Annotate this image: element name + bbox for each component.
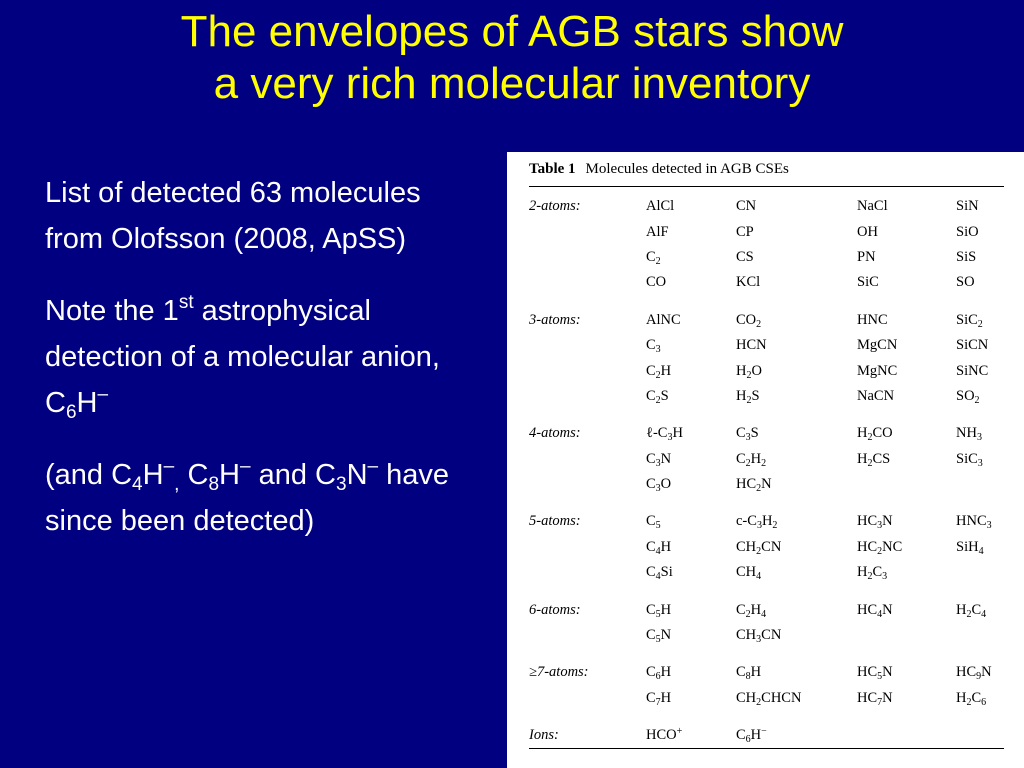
subscript: 3 xyxy=(986,520,992,532)
molecule-cell: $H_2C_3$ xyxy=(857,564,888,583)
molecule-cell: SiS xyxy=(956,248,977,265)
subscript: 3 xyxy=(655,483,661,495)
superscript: – xyxy=(97,384,109,405)
molecule-table xyxy=(507,152,1024,768)
subscript: 6 xyxy=(745,734,751,746)
molecule-cell: SiO xyxy=(956,223,979,240)
superscript: – xyxy=(367,456,379,477)
subscript: 4 xyxy=(655,545,661,557)
molecule-cell: MgNC xyxy=(857,362,898,379)
molecule-cell: CN xyxy=(736,198,757,215)
molecule-cell: SiC$_2$ xyxy=(956,311,983,330)
note-anion xyxy=(45,288,485,426)
text-span: N xyxy=(346,459,368,491)
table-row xyxy=(529,723,1004,748)
text-span: have since been detected) xyxy=(45,459,450,537)
table-row xyxy=(529,245,1004,270)
table-group xyxy=(529,597,1004,648)
subscript: 2 xyxy=(756,483,762,495)
molecule-cell: $c-C_3H_2$ xyxy=(736,513,778,532)
molecule-cell: CS xyxy=(736,248,754,265)
table-label: Table 1 xyxy=(529,161,576,177)
table-row xyxy=(529,535,1004,560)
subscript: 3 xyxy=(877,520,883,532)
group-label: 6-atoms: xyxy=(529,601,581,618)
molecule-cell: CP xyxy=(736,223,754,240)
subscript: 6 xyxy=(65,402,77,423)
subscript: 2 xyxy=(745,457,751,469)
subscript: 2 xyxy=(867,432,873,444)
molecule-cell: AlNC xyxy=(646,311,681,328)
molecule-cell: $HC_7N$ xyxy=(857,689,893,708)
molecule-cell: $HC_2NC$ xyxy=(857,538,903,557)
subscript: 2 xyxy=(655,369,661,381)
molecule-cell: $H_2CS$ xyxy=(857,450,891,469)
molecule-cell: $CH_2CHCN$ xyxy=(736,689,802,708)
subscript: , xyxy=(174,474,180,495)
subscript: 2 xyxy=(877,545,883,557)
molecule-cell: NaCN xyxy=(857,387,895,404)
text-span: astrophysical detection of a molecular anion, C xyxy=(45,295,440,419)
molecule-cell: $CH_3CN$ xyxy=(736,627,782,646)
molecule-cell: AlF xyxy=(646,223,669,240)
molecule-cell: $C_2H_4$ xyxy=(736,601,767,620)
subscript: 3 xyxy=(655,457,661,469)
subscript: 2 xyxy=(756,318,762,330)
text-span: H xyxy=(76,387,98,419)
table-row xyxy=(529,597,1004,622)
molecule-cell: $\ell-C_3H$ xyxy=(646,425,683,444)
molecule-cell: SiNC xyxy=(956,362,989,379)
table-row xyxy=(529,219,1004,244)
molecule-cell: $H_2O$ xyxy=(736,362,762,381)
subscript: 8 xyxy=(745,671,751,683)
notes-text xyxy=(45,170,485,570)
table-row xyxy=(529,384,1004,409)
group-label: 3-atoms: xyxy=(529,311,581,328)
subscript: 2 xyxy=(974,394,980,406)
group-label: 5-atoms: xyxy=(529,513,581,530)
molecule-cell: $HC_4N$ xyxy=(857,601,893,620)
molecule-cell: AlCl xyxy=(646,198,675,215)
subscript: 5 xyxy=(655,520,661,532)
subscript: 3 xyxy=(756,520,762,532)
molecule-cell: $C_2H$ xyxy=(646,362,672,381)
subscript: 3 xyxy=(667,432,673,444)
molecule-cell: HNC xyxy=(857,311,888,328)
molecule-cell: $H_2C_4$ xyxy=(956,601,987,620)
molecule-cell: SiN xyxy=(956,198,979,215)
text-span: (and C xyxy=(45,459,133,491)
molecule-cell: SiC$_3$ xyxy=(956,450,983,469)
subscript: 3 xyxy=(756,634,762,646)
table-group xyxy=(529,194,1004,296)
molecule-cell: $C_3S$ xyxy=(736,425,759,444)
molecule-cell: $C_4Si$ xyxy=(646,564,673,583)
subscript: 4 xyxy=(756,571,762,583)
subscript: 9 xyxy=(976,671,982,683)
subscript: 3 xyxy=(745,432,751,444)
molecule-cell: $C_5H$ xyxy=(646,601,672,620)
subscript: 4 xyxy=(978,545,984,557)
molecule-cell: $CO_2$ xyxy=(736,311,762,330)
molecule-cell: $HC_3N$ xyxy=(857,513,893,532)
subscript: 7 xyxy=(655,696,661,708)
subscript: 7 xyxy=(877,696,883,708)
subscript: 2 xyxy=(772,520,778,532)
molecule-cell: $C_3$ xyxy=(646,337,661,356)
table-row xyxy=(529,660,1004,685)
table-bottom-rule xyxy=(529,748,1004,749)
superscript: – xyxy=(239,456,251,477)
molecule-cell: $H_2S$ xyxy=(736,387,760,406)
subscript: 8 xyxy=(208,474,220,495)
note-source: List of detected 63 molecules from Olofsson (2008, ApSS) xyxy=(45,177,421,255)
subscript: 5 xyxy=(877,671,883,683)
subscript: 3 xyxy=(336,474,347,495)
subscript: 2 xyxy=(745,608,751,620)
subscript: 6 xyxy=(655,671,661,683)
molecule-cell: $C_7H$ xyxy=(646,689,672,708)
table-row xyxy=(529,623,1004,648)
molecule-cell: $HNC_3$ xyxy=(956,513,992,532)
subscript: 4 xyxy=(877,608,883,620)
subscript: 2 xyxy=(655,255,661,267)
molecule-cell: MgCN xyxy=(857,337,898,354)
text-span: and C xyxy=(250,459,336,491)
table-group xyxy=(529,509,1004,585)
molecule-cell: CO xyxy=(646,274,667,291)
molecule-cell: OH xyxy=(857,223,878,240)
molecule-cell: $H_2C_6$ xyxy=(956,689,987,708)
table-row xyxy=(529,560,1004,585)
text-span: C xyxy=(179,459,209,491)
text-span: Note the 1 xyxy=(45,295,179,327)
molecule-cell: $CH_4$ xyxy=(736,564,762,583)
molecule-cell: NaCl xyxy=(857,198,888,215)
table-row xyxy=(529,333,1004,358)
text-span: H xyxy=(219,459,240,491)
molecule-cell: $C_6H^-$ xyxy=(736,726,767,746)
molecule-cell: $C_2H_2$ xyxy=(736,450,767,469)
table-row xyxy=(529,509,1004,534)
subscript: 2 xyxy=(867,457,873,469)
molecule-cell: $H_2CO$ xyxy=(857,425,893,444)
superscript: – xyxy=(163,456,175,477)
group-label: Ions: xyxy=(529,727,559,744)
subscript: 2 xyxy=(655,394,661,406)
molecule-cell: PN xyxy=(857,248,876,265)
subscript: 3 xyxy=(655,344,661,356)
subscript: 4 xyxy=(132,474,143,495)
table-body xyxy=(529,194,1004,760)
superscript: − xyxy=(761,726,767,738)
subscript: 2 xyxy=(746,369,752,381)
subscript: 3 xyxy=(976,432,982,444)
subscript: 4 xyxy=(981,608,987,620)
title-line-2: a very rich molecular inventory xyxy=(213,59,811,108)
molecule-cell: $C_8H$ xyxy=(736,664,762,683)
molecule-cell: $C_3O$ xyxy=(646,476,672,495)
table-group xyxy=(529,308,1004,410)
molecule-cell: $C_5$ xyxy=(646,513,661,532)
subscript: 3 xyxy=(977,457,983,469)
subscript: 6 xyxy=(981,696,987,708)
molecule-cell: SiCN xyxy=(956,337,989,354)
molecule-cell: $C_4H$ xyxy=(646,538,672,557)
molecule-cell: $C_3N$ xyxy=(646,450,672,469)
molecule-cell: HCO+ xyxy=(646,726,683,744)
table-row xyxy=(529,472,1004,497)
group-label: 2-atoms: xyxy=(529,198,581,215)
table-caption-text: Molecules detected in AGB CSEs xyxy=(585,161,789,177)
molecule-cell: KCl xyxy=(736,274,761,291)
subscript: 3 xyxy=(882,571,888,583)
table-row xyxy=(529,194,1004,219)
table-group xyxy=(529,421,1004,497)
molecule-cell: SO xyxy=(956,274,975,291)
molecule-cell: SiC xyxy=(857,274,879,291)
note-other-anions xyxy=(45,452,485,544)
subscript: 2 xyxy=(966,608,972,620)
table-top-rule xyxy=(529,186,1004,187)
molecule-cell: $C_6H$ xyxy=(646,664,672,683)
subscript: 5 xyxy=(655,634,661,646)
molecule-cell: $SO_2$ xyxy=(956,387,980,406)
group-label: ≥7-atoms: xyxy=(529,664,589,681)
group-label: 4-atoms: xyxy=(529,425,581,442)
molecule-cell: $C_2S$ xyxy=(646,387,669,406)
subscript: 2 xyxy=(761,457,767,469)
molecule-cell: $C_2$ xyxy=(646,248,661,267)
table-row xyxy=(529,421,1004,446)
title-line-1: The envelopes of AGB stars show xyxy=(180,7,844,56)
table-row xyxy=(529,447,1004,472)
table-row xyxy=(529,686,1004,711)
molecule-cell: $CH_2CN$ xyxy=(736,538,782,557)
subscript: 5 xyxy=(655,608,661,620)
molecule-cell: $NH_3$ xyxy=(956,425,982,444)
subscript: 2 xyxy=(756,696,762,708)
table-row xyxy=(529,270,1004,295)
table-group xyxy=(529,723,1004,748)
molecule-cell: $C_5N$ xyxy=(646,627,672,646)
subscript: 2 xyxy=(756,545,762,557)
subscript: 2 xyxy=(746,394,752,406)
subscript: 4 xyxy=(761,608,767,620)
subscript: 2 xyxy=(867,571,873,583)
subscript: 2 xyxy=(977,318,983,330)
subscript: 4 xyxy=(655,571,661,583)
molecule-cell: $HC_9N$ xyxy=(956,664,992,683)
slide-title xyxy=(0,6,1024,110)
table-row xyxy=(529,308,1004,333)
molecule-cell: $HC_5N$ xyxy=(857,664,893,683)
molecule-cell: HCN xyxy=(736,337,767,354)
table-group xyxy=(529,660,1004,711)
table-caption xyxy=(529,161,789,178)
superscript: st xyxy=(178,292,194,313)
text-span: H xyxy=(142,459,164,491)
molecule-cell: SiH$_4$ xyxy=(956,538,984,557)
superscript: + xyxy=(676,726,683,738)
table-row xyxy=(529,358,1004,383)
molecule-cell: $HC_2N$ xyxy=(736,476,772,495)
subscript: 2 xyxy=(966,696,972,708)
